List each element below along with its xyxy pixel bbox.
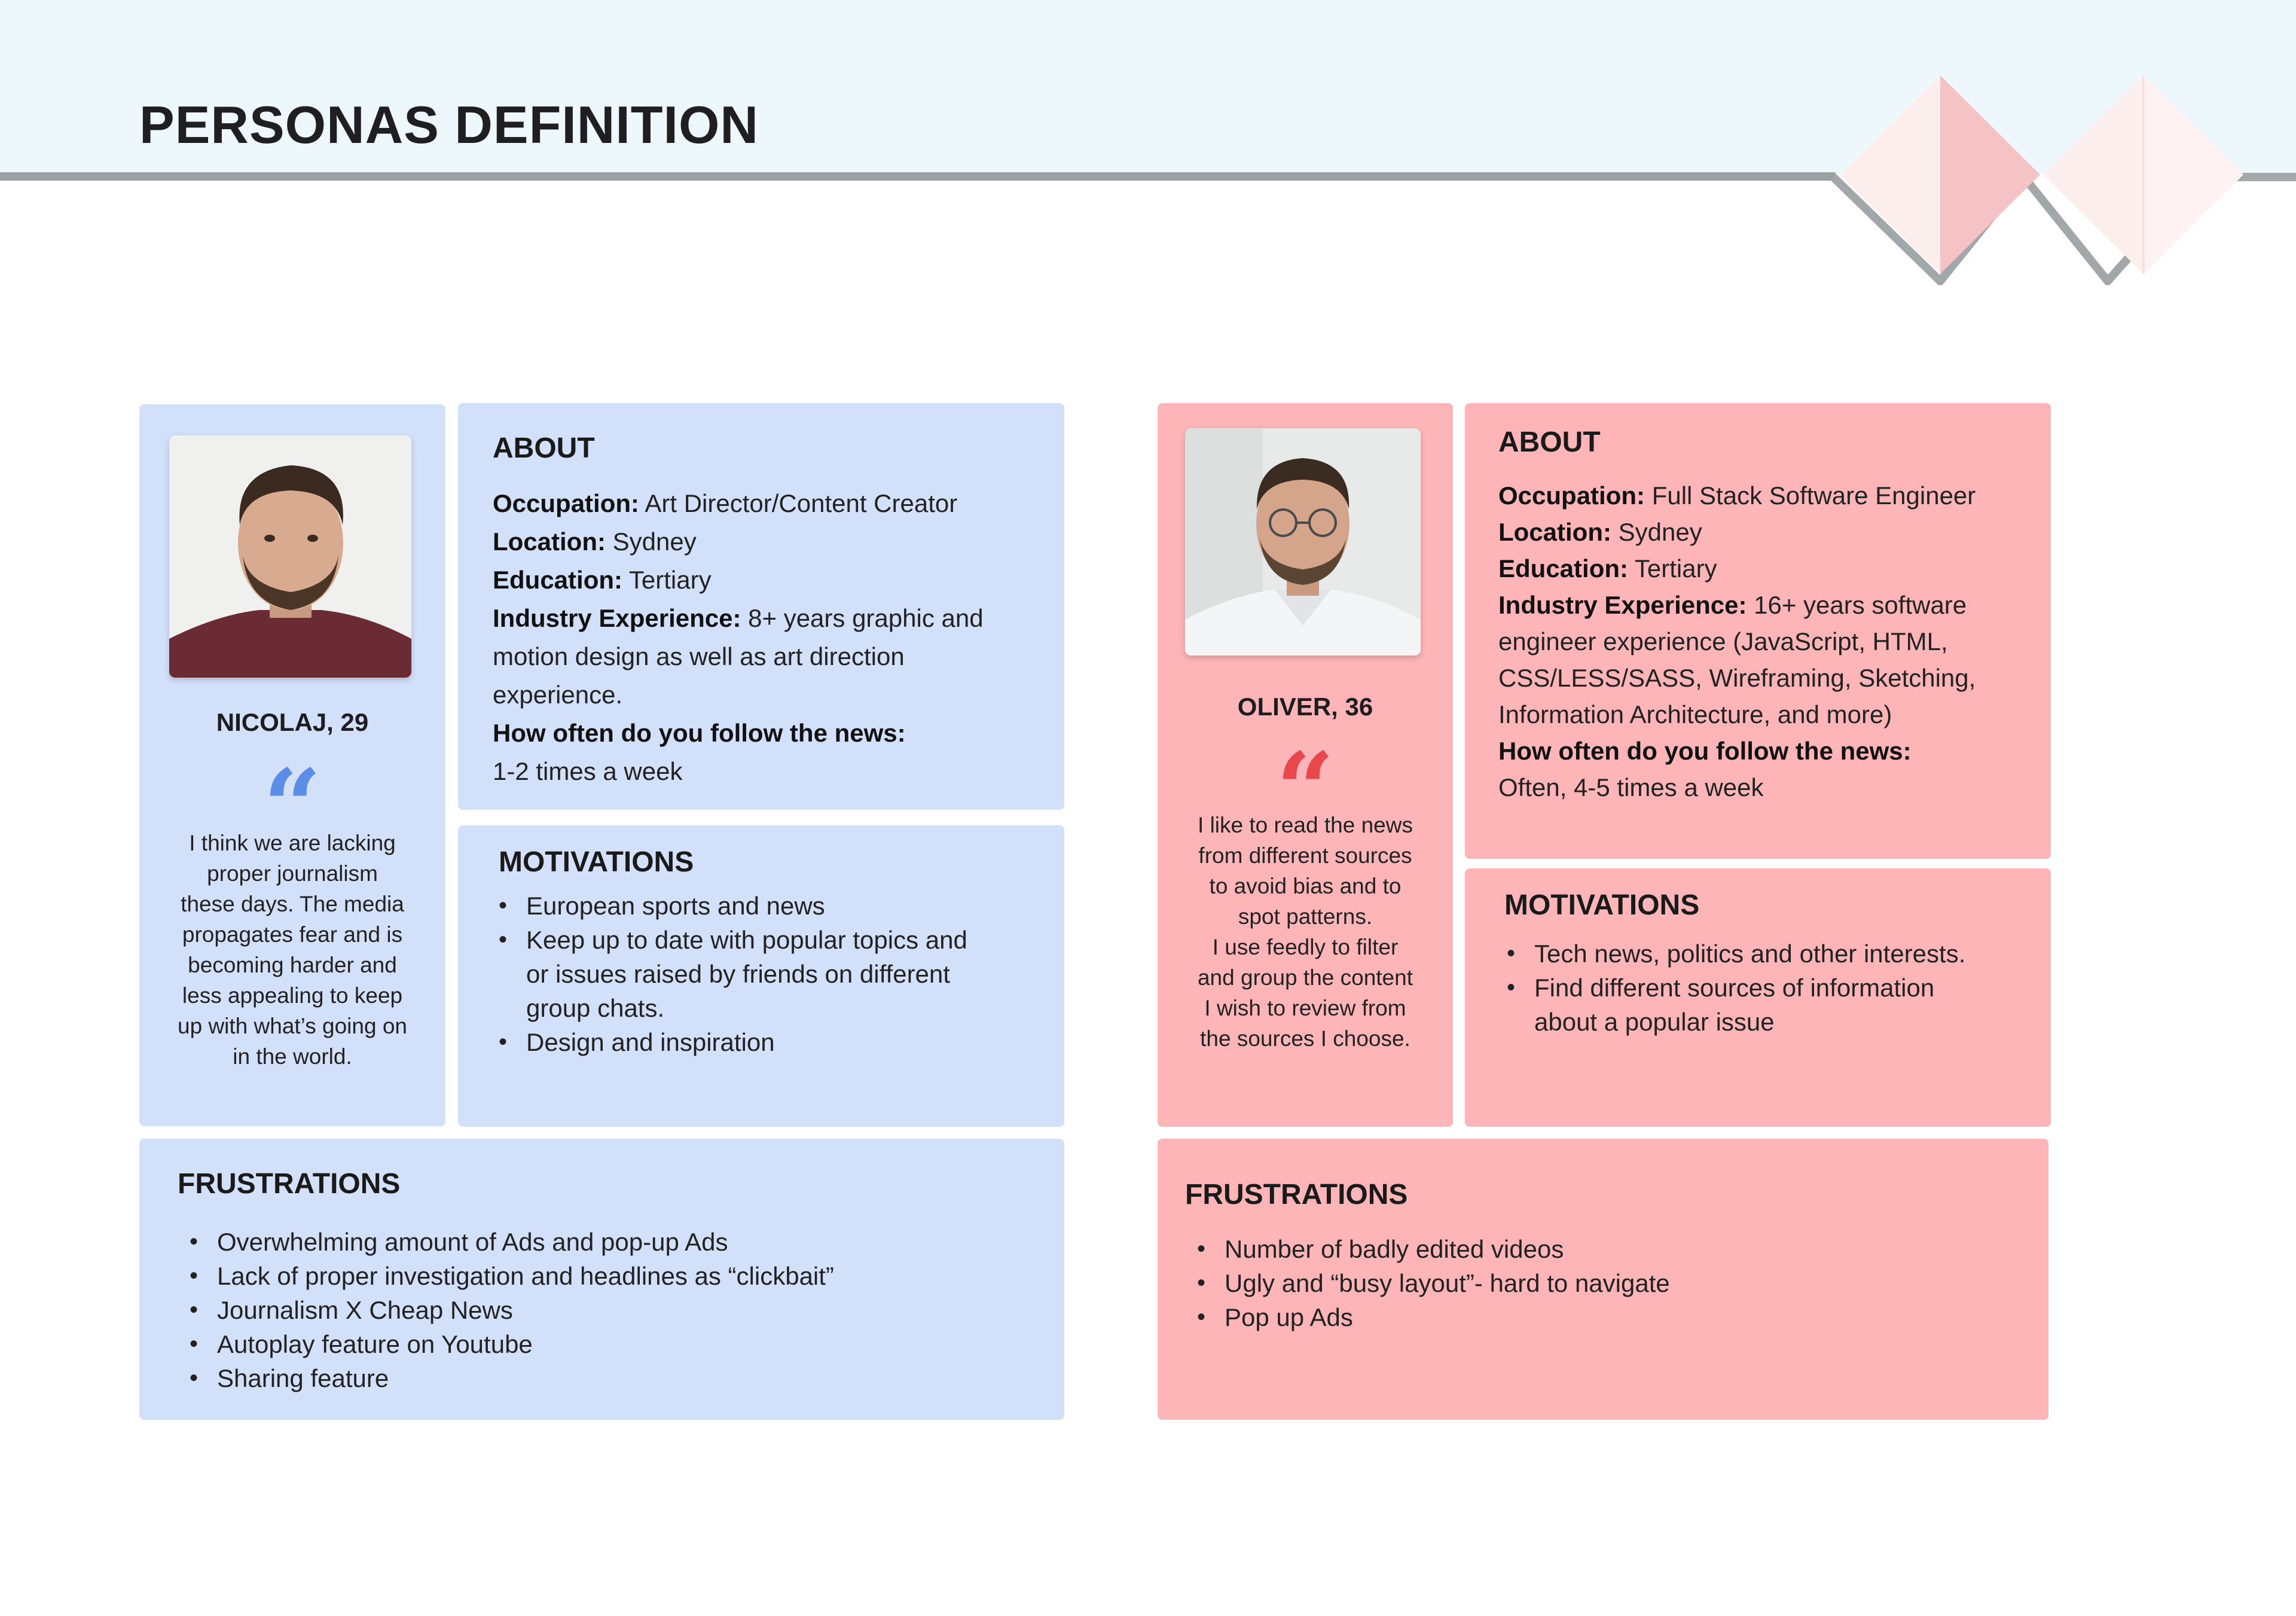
persona-card-nicolaj: [139, 404, 445, 1126]
motivations-card-nicolaj: [458, 825, 1064, 1127]
avatar: [1185, 428, 1421, 655]
avatar: [169, 435, 411, 678]
list-item: • Pop up Ads: [1195, 1300, 2020, 1334]
section-title: MOTIVATIONS: [499, 846, 694, 878]
motivations-list: [496, 889, 1046, 1059]
quote-open-icon: “: [263, 747, 322, 867]
list-item: • Autoplay feature on Youtube: [187, 1327, 1036, 1361]
list-item: • European sports and news: [496, 889, 1046, 923]
list-item: • Number of badly edited videos: [1195, 1232, 2020, 1266]
frustrations-card-oliver: [1158, 1139, 2048, 1420]
motivations-list: [1504, 937, 2042, 1039]
list-item: • Keep up to date with popular topics and or issues raised by friends on different group chats.: [496, 923, 1046, 1025]
section-title: ABOUT: [1498, 426, 1601, 458]
motivations-card-oliver: [1465, 868, 2051, 1127]
about-card-nicolaj: [458, 403, 1064, 810]
persona-card-oliver: [1158, 403, 1453, 1127]
section-title: FRUSTRATIONS: [178, 1168, 401, 1200]
diamond-decoration-icon: [1818, 66, 2296, 305]
list-item: • Ugly and “busy layout”- hard to navigate: [1195, 1266, 2020, 1300]
frustrations-list: [1195, 1232, 2020, 1334]
section-title: ABOUT: [493, 432, 595, 464]
section-title: FRUSTRATIONS: [1185, 1179, 1408, 1211]
list-item: • Design and inspiration: [496, 1025, 1046, 1059]
section-title: MOTIVATIONS: [1504, 889, 1700, 921]
list-item: • Sharing feature: [187, 1361, 1036, 1395]
frustrations-list: [187, 1225, 1036, 1395]
persona-name: OLIVER, 36: [1237, 693, 1373, 721]
frustrations-card-nicolaj: [139, 1139, 1064, 1420]
persona-name: NICOLAJ, 29: [216, 708, 369, 736]
list-item: • Overwhelming amount of Ads and pop-up Ads: [187, 1225, 1036, 1259]
quote-open-icon: “: [1276, 730, 1335, 850]
persona-quote: I think we are lacking proper journalism these days. The media propagates fear and is becoming harder and less appealing to keep up with what’s going on in the world.: [178, 831, 407, 1069]
list-item: • Lack of proper investigation and headlines as “clickbait”: [187, 1259, 1036, 1293]
about-details: Occupation: Full Stack Software Engineer Location: Sydney Education: Tertiary Industry Experience: 16+ years software engineer experience (JavaScript, HTML, CSS/LESS/SASS, Wireframing, Sketching, Information Architecture, and more) How often do you follow the news: Often, 4-5 times a week: [1498, 481, 1976, 801]
about-details: Occupation: Art Director/Content Creator Location: Sydney Education: Tertiary Industry Experience: 8+ years graphic and motion design as well as art direction experience. How often do you follow the news: 1-2 times a week: [493, 489, 984, 785]
list-item: • Tech news, politics and other interests.: [1504, 937, 2042, 971]
list-item: • Find different sources of information about a popular issue: [1504, 971, 2042, 1039]
about-card-oliver: [1465, 403, 2051, 859]
header-rule: [0, 172, 1836, 181]
page-title: PERSONAS DEFINITION: [139, 95, 759, 154]
persona-quote: I like to read the news from different sources to avoid bias and to spot patterns. I use feedly to filter and group the content I wish to review from the sources I choose.: [1197, 813, 1413, 1051]
list-item: • Journalism X Cheap News: [187, 1293, 1036, 1327]
